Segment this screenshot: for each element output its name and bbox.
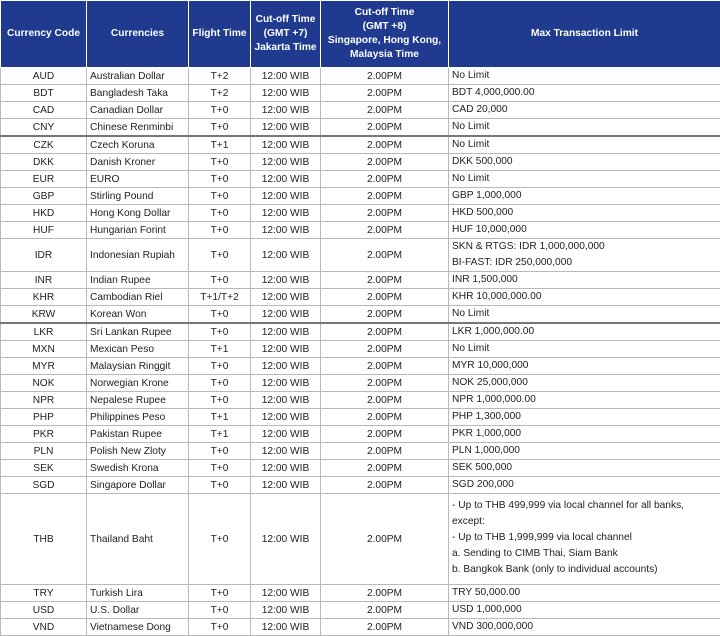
cell-currency-name: Czech Koruna — [87, 136, 189, 154]
cell-currency-code: MYR — [1, 358, 87, 375]
cell-currency-code: CZK — [1, 136, 87, 154]
limit-line: a. Sending to CIMB Thai, Siam Bank — [452, 546, 717, 562]
cell-max-transaction-limit — [449, 68, 720, 85]
cell-cutoff-jakarta: 12:00 WIB — [251, 392, 321, 409]
header-cutoff-jakarta-line: Jakarta Time — [253, 41, 318, 55]
limit-line: No Limit — [452, 171, 717, 187]
table-row — [1, 154, 720, 171]
cell-flight-time: T+0 — [189, 306, 251, 324]
cell-currency-name: Bangladesh Taka — [87, 85, 189, 102]
cell-currency-code: DKK — [1, 154, 87, 171]
cell-currency-name: Korean Won — [87, 306, 189, 324]
cell-currency-code: INR — [1, 272, 87, 289]
cell-cutoff-jakarta: 12:00 WIB — [251, 306, 321, 324]
cell-currency-code: PHP — [1, 409, 87, 426]
cell-flight-time: T+1 — [189, 136, 251, 154]
cell-cutoff-singapore: 2.00PM — [321, 119, 449, 137]
table-row — [1, 460, 720, 477]
cell-max-transaction-limit — [449, 358, 720, 375]
cell-flight-time: T+0 — [189, 619, 251, 636]
header-cutoff-singapore-line: Malaysia Time — [323, 48, 446, 62]
cell-cutoff-singapore: 2.00PM — [321, 460, 449, 477]
limit-line: BDT 4,000,000.00 — [452, 85, 717, 101]
cell-currency-name: Chinese Renminbi — [87, 119, 189, 137]
cell-currency-code: KRW — [1, 306, 87, 324]
cell-currency-code: NOK — [1, 375, 87, 392]
cell-cutoff-singapore: 2.00PM — [321, 602, 449, 619]
cell-cutoff-singapore: 2.00PM — [321, 154, 449, 171]
cell-max-transaction-limit — [449, 171, 720, 188]
limit-line: NOK 25,000,000 — [452, 375, 717, 391]
table-row — [1, 102, 720, 119]
table-row — [1, 306, 720, 324]
table-row — [1, 222, 720, 239]
cell-cutoff-singapore: 2.00PM — [321, 619, 449, 636]
cell-cutoff-jakarta: 12:00 WIB — [251, 102, 321, 119]
cell-currency-name: Indonesian Rupiah — [87, 239, 189, 272]
cell-cutoff-jakarta: 12:00 WIB — [251, 426, 321, 443]
cell-cutoff-jakarta: 12:00 WIB — [251, 341, 321, 358]
cell-max-transaction-limit — [449, 306, 720, 324]
cell-currency-name: U.S. Dollar — [87, 602, 189, 619]
cell-currency-name: Australian Dollar — [87, 68, 189, 85]
cell-currency-code: LKR — [1, 323, 87, 341]
limit-line: - Up to THB 1,999,999 via local channel — [452, 530, 717, 546]
cell-currency-code: SEK — [1, 460, 87, 477]
cell-currency-code: THB — [1, 494, 87, 585]
cell-flight-time: T+2 — [189, 85, 251, 102]
cell-cutoff-jakarta: 12:00 WIB — [251, 619, 321, 636]
cell-cutoff-singapore: 2.00PM — [321, 85, 449, 102]
limit-line: No Limit — [452, 119, 717, 135]
cell-flight-time: T+0 — [189, 205, 251, 222]
cell-cutoff-jakarta: 12:00 WIB — [251, 443, 321, 460]
header-cutoff-jakarta — [251, 1, 321, 68]
cell-currency-name: Hungarian Forint — [87, 222, 189, 239]
cell-currency-code: HKD — [1, 205, 87, 222]
header-cutoff-singapore-line: Cut-off Time — [323, 6, 446, 20]
header-currencies: Currencies — [87, 1, 189, 68]
table-row — [1, 602, 720, 619]
cell-flight-time: T+0 — [189, 494, 251, 585]
cell-cutoff-singapore: 2.00PM — [321, 323, 449, 341]
cell-flight-time: T+1 — [189, 409, 251, 426]
cell-cutoff-jakarta: 12:00 WIB — [251, 585, 321, 602]
table-body — [1, 68, 720, 636]
table-row — [1, 477, 720, 494]
cell-cutoff-jakarta: 12:00 WIB — [251, 375, 321, 392]
table-row — [1, 494, 720, 585]
cell-flight-time: T+0 — [189, 154, 251, 171]
cell-currency-code: SGD — [1, 477, 87, 494]
cell-cutoff-singapore: 2.00PM — [321, 585, 449, 602]
cell-flight-time: T+1 — [189, 341, 251, 358]
cell-max-transaction-limit — [449, 136, 720, 154]
header-flight-time: Flight Time — [189, 1, 251, 68]
cell-max-transaction-limit — [449, 102, 720, 119]
cell-cutoff-jakarta: 12:00 WIB — [251, 85, 321, 102]
table-row — [1, 392, 720, 409]
limit-line: USD 1,000,000 — [452, 602, 717, 618]
cell-cutoff-jakarta: 12:00 WIB — [251, 477, 321, 494]
cell-cutoff-jakarta: 12:00 WIB — [251, 136, 321, 154]
cell-cutoff-singapore: 2.00PM — [321, 222, 449, 239]
cell-max-transaction-limit — [449, 85, 720, 102]
cell-cutoff-singapore: 2.00PM — [321, 409, 449, 426]
cell-cutoff-singapore: 2.00PM — [321, 171, 449, 188]
cell-max-transaction-limit — [449, 585, 720, 602]
table-row — [1, 85, 720, 102]
cell-currency-code: AUD — [1, 68, 87, 85]
cell-max-transaction-limit — [449, 188, 720, 205]
cell-cutoff-singapore: 2.00PM — [321, 341, 449, 358]
table-row — [1, 426, 720, 443]
cell-max-transaction-limit — [449, 205, 720, 222]
cell-currency-code: CAD — [1, 102, 87, 119]
cell-currency-code: PKR — [1, 426, 87, 443]
limit-line: DKK 500,000 — [452, 154, 717, 170]
table-row — [1, 375, 720, 392]
cell-max-transaction-limit — [449, 602, 720, 619]
cell-cutoff-jakarta: 12:00 WIB — [251, 239, 321, 272]
cell-currency-code: USD — [1, 602, 87, 619]
table-row — [1, 323, 720, 341]
cell-currency-code: MXN — [1, 341, 87, 358]
cell-max-transaction-limit — [449, 409, 720, 426]
cell-currency-name: Norwegian Krone — [87, 375, 189, 392]
cell-currency-name: Hong Kong Dollar — [87, 205, 189, 222]
table-row — [1, 136, 720, 154]
cell-flight-time: T+0 — [189, 272, 251, 289]
cell-cutoff-singapore: 2.00PM — [321, 136, 449, 154]
cell-currency-name: Danish Kroner — [87, 154, 189, 171]
cell-currency-code: EUR — [1, 171, 87, 188]
cell-cutoff-jakarta: 12:00 WIB — [251, 272, 321, 289]
limit-line: No Limit — [452, 68, 717, 84]
limit-line: HKD 500,000 — [452, 205, 717, 221]
cell-max-transaction-limit — [449, 443, 720, 460]
cell-max-transaction-limit — [449, 154, 720, 171]
cell-max-transaction-limit — [449, 426, 720, 443]
cell-currency-code: CNY — [1, 119, 87, 137]
limit-line: KHR 10,000,000.00 — [452, 289, 717, 305]
cell-flight-time: T+0 — [189, 222, 251, 239]
cell-flight-time: T+0 — [189, 460, 251, 477]
limit-line: LKR 1,000,000.00 — [452, 324, 717, 340]
cell-currency-code: PLN — [1, 443, 87, 460]
cell-cutoff-jakarta: 12:00 WIB — [251, 358, 321, 375]
cell-flight-time: T+0 — [189, 239, 251, 272]
limit-line: CAD 20,000 — [452, 102, 717, 118]
limit-line: BI-FAST: IDR 250,000,000 — [452, 255, 717, 271]
limit-line: - Up to THB 499,999 via local channel for all banks, — [452, 498, 717, 514]
cell-cutoff-singapore: 2.00PM — [321, 306, 449, 324]
table-row — [1, 358, 720, 375]
limit-line: INR 1,500,000 — [452, 272, 717, 288]
cell-max-transaction-limit — [449, 375, 720, 392]
cell-cutoff-jakarta: 12:00 WIB — [251, 68, 321, 85]
cell-max-transaction-limit — [449, 239, 720, 272]
cell-flight-time: T+0 — [189, 119, 251, 137]
cell-flight-time: T+0 — [189, 443, 251, 460]
cell-cutoff-jakarta: 12:00 WIB — [251, 289, 321, 306]
cell-flight-time: T+0 — [189, 358, 251, 375]
table-row — [1, 272, 720, 289]
limit-line: PLN 1,000,000 — [452, 443, 717, 459]
cell-flight-time: T+0 — [189, 375, 251, 392]
cell-flight-time: T+0 — [189, 585, 251, 602]
limit-line: SGD 200,000 — [452, 477, 717, 493]
header-cutoff-singapore — [321, 1, 449, 68]
cell-max-transaction-limit — [449, 323, 720, 341]
cell-currency-name: Vietnamese Dong — [87, 619, 189, 636]
cell-cutoff-singapore: 2.00PM — [321, 392, 449, 409]
cell-currency-name: Sri Lankan Rupee — [87, 323, 189, 341]
cell-currency-name: Singapore Dollar — [87, 477, 189, 494]
cell-currency-code: VND — [1, 619, 87, 636]
table-row — [1, 443, 720, 460]
cell-flight-time: T+0 — [189, 171, 251, 188]
cell-currency-name: Turkish Lira — [87, 585, 189, 602]
header-cutoff-jakarta-line: Cut-off Time — [253, 13, 318, 27]
cell-cutoff-singapore: 2.00PM — [321, 494, 449, 585]
limit-line: except: — [452, 514, 717, 530]
cell-cutoff-singapore: 2.00PM — [321, 443, 449, 460]
cell-max-transaction-limit — [449, 272, 720, 289]
cell-cutoff-jakarta: 12:00 WIB — [251, 171, 321, 188]
cell-max-transaction-limit — [449, 392, 720, 409]
cell-currency-name: Canadian Dollar — [87, 102, 189, 119]
cell-max-transaction-limit — [449, 477, 720, 494]
limit-line: HUF 10,000,000 — [452, 222, 717, 238]
cell-flight-time: T+0 — [189, 602, 251, 619]
cell-cutoff-singapore: 2.00PM — [321, 358, 449, 375]
table-row — [1, 239, 720, 272]
cell-cutoff-singapore: 2.00PM — [321, 289, 449, 306]
cell-cutoff-singapore: 2.00PM — [321, 477, 449, 494]
limit-line: MYR 10,000,000 — [452, 358, 717, 374]
limit-line: PKR 1,000,000 — [452, 426, 717, 442]
cell-flight-time: T+0 — [189, 102, 251, 119]
limit-line: SKN & RTGS: IDR 1,000,000,000 — [452, 239, 717, 255]
limit-line: NPR 1,000,000.00 — [452, 392, 717, 408]
table-row — [1, 68, 720, 85]
header-cutoff-jakarta-line: (GMT +7) — [253, 27, 318, 41]
header-cutoff-singapore-line: (GMT +8) — [323, 20, 446, 34]
cell-cutoff-singapore: 2.00PM — [321, 375, 449, 392]
cell-currency-name: Indian Rupee — [87, 272, 189, 289]
cell-cutoff-singapore: 2.00PM — [321, 272, 449, 289]
cell-currency-code: HUF — [1, 222, 87, 239]
limit-line: GBP 1,000,000 — [452, 188, 717, 204]
cell-currency-name: Swedish Krona — [87, 460, 189, 477]
cell-cutoff-jakarta: 12:00 WIB — [251, 119, 321, 137]
cell-cutoff-singapore: 2.00PM — [321, 68, 449, 85]
cell-cutoff-singapore: 2.00PM — [321, 239, 449, 272]
header-cutoff-singapore-line: Singapore, Hong Kong, — [323, 34, 446, 48]
cell-max-transaction-limit — [449, 341, 720, 358]
cell-flight-time: T+0 — [189, 392, 251, 409]
cell-max-transaction-limit — [449, 119, 720, 137]
cell-currency-name: Pakistan Rupee — [87, 426, 189, 443]
cell-cutoff-jakarta: 12:00 WIB — [251, 494, 321, 585]
cell-flight-time: T+1/T+2 — [189, 289, 251, 306]
header-max-transaction-limit: Max Transaction Limit — [449, 1, 720, 68]
cell-cutoff-jakarta: 12:00 WIB — [251, 323, 321, 341]
table-row — [1, 205, 720, 222]
cell-currency-name: Stirling Pound — [87, 188, 189, 205]
cell-currency-code: TRY — [1, 585, 87, 602]
cell-currency-name: Nepalese Rupee — [87, 392, 189, 409]
cell-currency-name: Philippines Peso — [87, 409, 189, 426]
header-currency-code: Currency Code — [1, 1, 87, 68]
cell-max-transaction-limit — [449, 289, 720, 306]
cell-currency-name: Thailand Baht — [87, 494, 189, 585]
cell-max-transaction-limit — [449, 222, 720, 239]
cell-currency-name: Malaysian Ringgit — [87, 358, 189, 375]
table-row — [1, 171, 720, 188]
limit-line: b. Bangkok Bank (only to individual accounts) — [452, 562, 717, 578]
limit-line: No Limit — [452, 137, 717, 153]
limit-line: VND 300,000,000 — [452, 619, 717, 635]
cell-currency-code: BDT — [1, 85, 87, 102]
cell-cutoff-singapore: 2.00PM — [321, 188, 449, 205]
table-row — [1, 188, 720, 205]
cell-currency-name: Mexican Peso — [87, 341, 189, 358]
cell-cutoff-jakarta: 12:00 WIB — [251, 460, 321, 477]
cell-currency-code: KHR — [1, 289, 87, 306]
cell-flight-time: T+2 — [189, 68, 251, 85]
table-row — [1, 409, 720, 426]
cell-flight-time: T+0 — [189, 323, 251, 341]
limit-line: No Limit — [452, 306, 717, 322]
cell-currency-code: GBP — [1, 188, 87, 205]
cell-flight-time: T+0 — [189, 477, 251, 494]
cell-cutoff-singapore: 2.00PM — [321, 102, 449, 119]
limit-line: TRY 50,000.00 — [452, 585, 717, 601]
cell-flight-time: T+1 — [189, 426, 251, 443]
cell-cutoff-jakarta: 12:00 WIB — [251, 222, 321, 239]
table-header-row — [1, 1, 720, 68]
cell-cutoff-jakarta: 12:00 WIB — [251, 188, 321, 205]
cell-currency-name: Cambodian Riel — [87, 289, 189, 306]
table-row — [1, 585, 720, 602]
cell-cutoff-jakarta: 12:00 WIB — [251, 409, 321, 426]
limit-line: No Limit — [452, 341, 717, 357]
cell-cutoff-jakarta: 12:00 WIB — [251, 205, 321, 222]
cell-cutoff-jakarta: 12:00 WIB — [251, 602, 321, 619]
cell-cutoff-jakarta: 12:00 WIB — [251, 154, 321, 171]
cell-max-transaction-limit — [449, 460, 720, 477]
cell-currency-code: NPR — [1, 392, 87, 409]
cell-currency-name: Polish New Zloty — [87, 443, 189, 460]
cell-max-transaction-limit — [449, 494, 720, 585]
cell-currency-code: IDR — [1, 239, 87, 272]
cell-currency-name: EURO — [87, 171, 189, 188]
table-row — [1, 119, 720, 137]
cell-cutoff-singapore: 2.00PM — [321, 426, 449, 443]
limit-line: SEK 500,000 — [452, 460, 717, 476]
cell-cutoff-singapore: 2.00PM — [321, 205, 449, 222]
cell-flight-time: T+0 — [189, 188, 251, 205]
limit-line: PHP 1,300,000 — [452, 409, 717, 425]
table-row — [1, 289, 720, 306]
table-row — [1, 341, 720, 358]
